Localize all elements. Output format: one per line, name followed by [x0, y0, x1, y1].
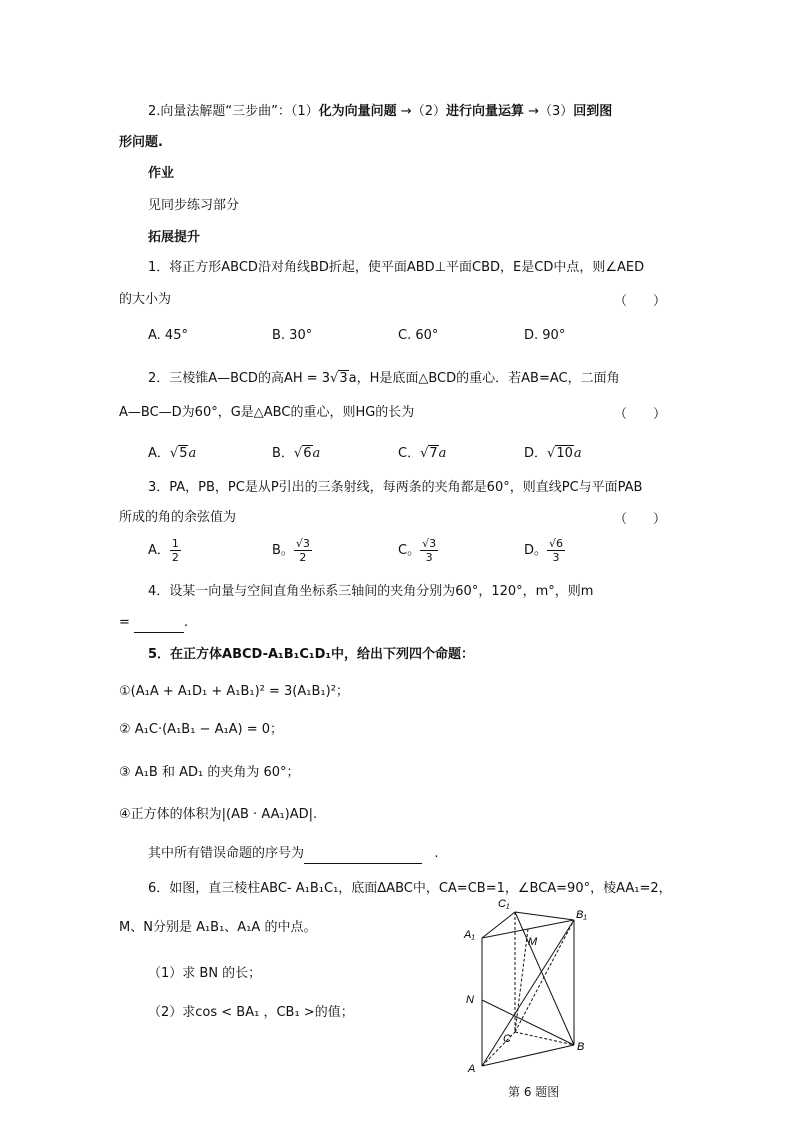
extension-heading: 拓展提升 — [148, 230, 201, 245]
q2-option-d: D．√10a — [524, 446, 582, 461]
edge-c1-b1 — [515, 912, 574, 920]
q1-line-2: 的大小为 — [119, 292, 172, 307]
step-3: 回到图 — [573, 104, 613, 119]
diag-c-b1 — [515, 920, 574, 1032]
edge-a-b — [482, 1045, 574, 1066]
q5-answer-blank[interactable] — [304, 843, 422, 864]
label-a1: A₁ — [464, 929, 475, 941]
q1-answer-paren: （ ） — [614, 294, 667, 309]
q4-line-2: = . — [119, 612, 188, 633]
label-b1: B₁ — [576, 909, 587, 921]
q5-proposition-3: ③ A₁B 和 AD₁ 的夹角为 60°； — [119, 765, 300, 780]
q1-option-b: B. 30° — [272, 328, 313, 343]
q4-answer-blank[interactable] — [134, 612, 184, 633]
q3-option-b: B。 $\frac{√3}{2}$ — [272, 537, 310, 564]
homework-heading: 作业 — [148, 166, 175, 181]
homework-text: 见同步练习部分 — [148, 198, 240, 213]
q3-option-c: C。 $\frac{√3}{3}$ — [398, 537, 437, 564]
edge-c-b — [515, 1032, 574, 1045]
q1-option-c: C. 60° — [398, 328, 439, 343]
q3-option-a: A． $\frac{1}{2}$ — [148, 537, 179, 564]
q1-line-1: 1．将正方形ABCD沿对角线BD折起，使平面ABD⊥平面CBD，E是CD中点，则∠AED — [148, 260, 645, 275]
q2-option-a: A．√5a — [148, 446, 197, 461]
step-2: 进行向量运算 — [445, 104, 524, 119]
prism-figure — [460, 890, 600, 1090]
diag-c1-b — [515, 912, 574, 1045]
intro-line-1 — [148, 102, 612, 122]
intro-line-2: 形问题. — [119, 135, 163, 150]
arrow-2: →（3） — [523, 104, 574, 119]
q6-subquestion-1: （1）求 BN 的长； — [148, 966, 262, 981]
q6-subquestion-2: （2）求cos < BA₁ ，CB₁ >的值； — [148, 1005, 354, 1020]
q3-line-2: 所成的角的余弦值为 — [119, 510, 237, 525]
q5-ask: 其中所有错误命题的序号为 . — [148, 843, 439, 864]
intro-text: 2.向量法解题“三步曲”：（1） — [148, 104, 319, 119]
q2-line-1: 2．三棱锥A—BCD的高AH = 3√3a，H是底面△BCD的重心．若AB=AC，二面角 — [148, 371, 620, 386]
q3-option-d: D。 $\frac{√6}{3}$ — [524, 537, 564, 564]
q2-answer-paren: （ ） — [614, 407, 667, 422]
q5-proposition-4: ④正方体的体积为|(AB · AA₁)AD|. — [119, 807, 318, 822]
q2-option-b: B．√6a — [272, 446, 321, 461]
label-m: M — [528, 936, 538, 948]
arrow-1: →（2） — [396, 104, 446, 119]
q2-line-2: A—BC—D为60°，G是△ABC的重心，则HG的长为 — [119, 405, 415, 420]
segment-n-b — [482, 1000, 574, 1045]
label-n: N — [466, 994, 474, 1006]
label-b: B — [577, 1041, 585, 1053]
q3-line-1: 3．PA，PB，PC是从P引出的三条射线，每两条的夹角都是60°，则直线PC与平面PAB — [148, 480, 643, 495]
label-c1: C₁ — [498, 898, 510, 910]
figure-caption: 第 6 题图 — [508, 1085, 560, 1099]
q1-option-a: A. 45° — [148, 328, 188, 343]
q2-option-c: C．√7a — [398, 446, 447, 461]
step-1: 化为向量问题 — [318, 104, 397, 119]
q6-line-1: 6．如图，直三棱柱ABC- A₁B₁C₁，底面ΔABC中，CA=CB=1，∠BCA=90°，棱AA₁=2， — [148, 881, 672, 896]
edge-a1-c1 — [482, 912, 515, 938]
q5-proposition-1: ①(A₁A + A₁D₁ + A₁B₁)² = 3(A₁B₁)²； — [119, 684, 349, 699]
label-c: C — [503, 1033, 511, 1045]
q5-proposition-2: ② A₁C·(A₁B₁ − A₁A) = 0； — [119, 722, 284, 737]
label-a: A — [468, 1063, 476, 1075]
q6-line-2: M、N分别是 A₁B₁、A₁A 的中点。 — [119, 920, 317, 935]
q3-answer-paren: （ ） — [614, 512, 667, 527]
q4-line-1: 4．设某一向量与空间直角坐标系三轴间的夹角分别为60°，120°，m°，则m — [148, 584, 594, 599]
q5-line-1: 5．在正方体ABCD-A₁B₁C₁D₁中，给出下列四个命题： — [148, 647, 475, 662]
q1-option-d: D. 90° — [524, 328, 566, 343]
